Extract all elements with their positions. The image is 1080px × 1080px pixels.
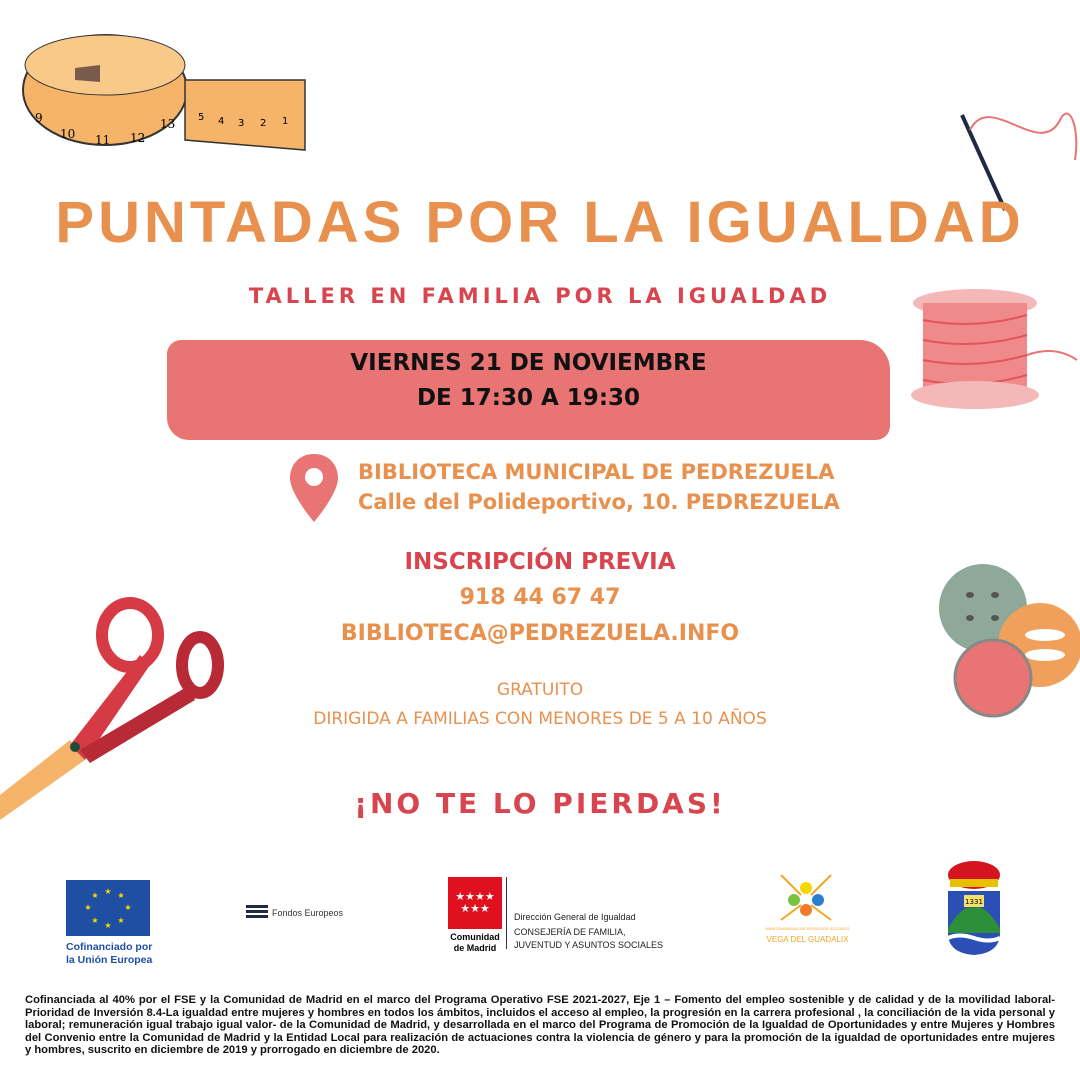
buttons-icon (935, 560, 1080, 725)
tape-number: 5 (198, 112, 205, 123)
svg-text:★: ★ (91, 916, 99, 925)
vega-small-label: MANCOMUNIDAD DE SERVICIOS SOCIALES (765, 926, 850, 931)
phone-number[interactable]: 918 44 67 47 (459, 585, 621, 610)
tape-number: 10 (60, 127, 76, 141)
tape-number: 2 (260, 118, 267, 129)
email-link[interactable]: BIBLIOTECA@PEDREZUELA.INFO (340, 621, 740, 646)
price-label: GRATUITO (496, 680, 584, 700)
pedrezuela-crest-logo (944, 853, 1004, 958)
eu-flag-logo (66, 880, 150, 936)
svg-text:★: ★ (124, 903, 132, 912)
tape-measure-icon (20, 20, 320, 160)
madrid-dept: Dirección General de Igualdad (514, 912, 636, 922)
event-date: VIERNES 21 DE NOVIEMBRE (350, 350, 707, 376)
tape-number: 9 (35, 111, 43, 125)
madrid-label: Comunidad de Madrid (450, 932, 500, 953)
location-name: BIBLIOTECA MUNICIPAL DE PEDREZUELA (358, 460, 835, 484)
tape-number: 11 (95, 133, 111, 147)
scissors-icon (0, 595, 230, 825)
call-to-action: ¡NO TE LO PIERDAS! (354, 787, 726, 820)
vega-guadalix-logo (776, 870, 836, 925)
madrid-dept: JUVENTUD Y ASUNTOS SOCIALES (514, 940, 664, 950)
location-address: Calle del Polideportivo, 10. PEDREZUELA (358, 490, 840, 514)
fondos-europeos-icon (246, 905, 268, 919)
location-pin-icon (288, 452, 340, 524)
event-subtitle: TALLER EN FAMILIA POR LA IGUALDAD (248, 284, 832, 308)
svg-text:★: ★ (84, 903, 92, 912)
madrid-dept: CONSEJERÍA DE FAMILIA, (514, 927, 626, 937)
vega-label: VEGA DEL GUADALIX (766, 935, 849, 944)
event-time: DE 17:30 A 19:30 (416, 385, 641, 411)
event-title: PUNTADAS POR LA IGUALDAD (55, 190, 1025, 255)
fondos-europeos-label: Fondos Europeos (272, 908, 344, 918)
svg-text:★: ★ (117, 916, 125, 925)
tape-number: 12 (130, 131, 146, 145)
crest-year: 1331 (965, 898, 983, 906)
svg-text:★: ★ (104, 921, 112, 930)
svg-text:★: ★ (117, 891, 125, 900)
svg-text:★: ★ (91, 891, 99, 900)
tape-number: 3 (238, 118, 245, 129)
funding-disclaimer: Cofinanciada al 40% por el FSE y la Comunidad de Madrid en el marco del Programa Operativo FSE 2021-2027, Eje 1 – Fomento del empleo sostenible y de calidad y de la movilidad laboral-Prioridad de Inversión 8.4-La igualdad entre mujeres y hombres en todos los ámbitos, incluidos el acceso al empleo, la progresión en la carrera profesional , la conciliación de la vida personal y laboral; remuneración igual trabajo igual valor- de la Comunidad de Madrid, y desarrollada en el marco del Programa de Promoción de la Igualdad de Oportunidades y entre Mujeres y Hombres del Convenio entre la Comunidad de Madrid y la Entidad Local para realización de actuaciones contra la violencia de género y para la promoción de la igualdad de oportunidades entre mujeres y hombres, suscrito en diciembre de 2019 y prorrogado en diciembre de 2020. (25, 994, 1055, 1057)
tape-number: 13 (160, 117, 176, 131)
madrid-stars-logo: ★★★★ ★★★ (448, 877, 502, 929)
tape-number: 1 (282, 116, 289, 127)
eu-caption: Cofinanciado por la Unión Europea (66, 941, 153, 966)
registration-label: INSCRIPCIÓN PREVIA (404, 549, 676, 575)
audience-label: DIRIGIDA A FAMILIAS CON MENORES DE 5 A 10 AÑOS (313, 709, 767, 729)
svg-text:★: ★ (104, 887, 112, 896)
divider (506, 877, 507, 949)
tape-number: 4 (218, 116, 225, 127)
thread-spool-icon (905, 285, 1080, 415)
